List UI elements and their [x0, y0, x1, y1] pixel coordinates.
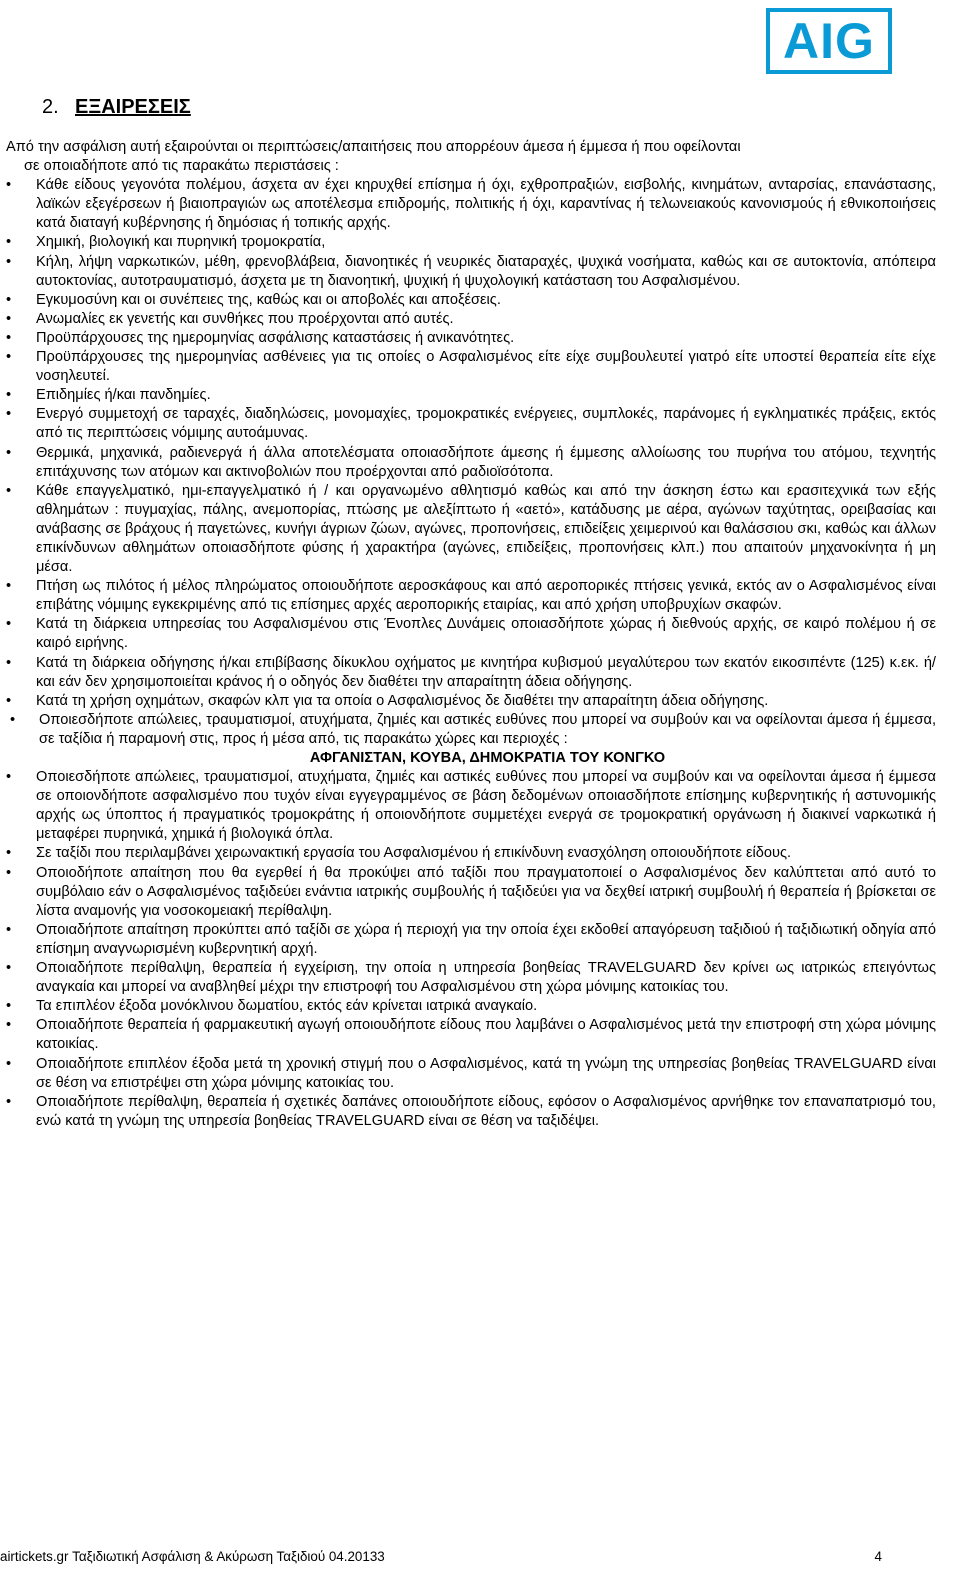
section-heading: [42, 94, 191, 120]
list-item: [6, 233, 936, 252]
bullet-icon: •: [6, 864, 12, 881]
bullet-icon: •: [6, 177, 12, 194]
list-item: [6, 959, 936, 997]
list-item-countries: [6, 711, 936, 768]
bullet-icon: •: [6, 310, 12, 327]
list-item: [6, 405, 936, 443]
bullet-icon: •: [6, 406, 12, 423]
bullet-icon: •: [6, 998, 12, 1015]
list-item: [6, 654, 936, 692]
list-item-text: Οποιαδήποτε περίθαλψη, θεραπεία ή σχετικές δαπάνες οποιουδήποτε είδους, εφόσον ο Ασφαλισμένος αρνήθηκε τον επαναπατρισμό του, ενώ κατά τη γνώμη της υπηρεσία βοηθείας TRAVELGUARD είναι σε θέση να ταξιδέψει.: [36, 1093, 936, 1129]
footer-text: airtickets.gr Ταξιδιωτική Ασφάλιση & Ακύρωση Ταξιδιού 04.20133: [0, 1549, 385, 1564]
bullet-icon: •: [6, 845, 12, 862]
list-item: [6, 844, 936, 863]
bullet-icon: •: [6, 1055, 12, 1072]
bullet-icon: •: [6, 349, 12, 366]
list-item: [6, 1055, 936, 1093]
bullet-icon: •: [6, 1017, 12, 1034]
list-item-text: Ανωμαλίες εκ γενετής και συνθήκες που προέρχονται από αυτές.: [36, 310, 454, 327]
list-item: [6, 329, 936, 348]
list-item-text: Κάθε επαγγελματικό, ημι-επαγγελματικό ή / και οργανωμένο αθλητισμό καθώς και από την άσκηση έστω και ερασιτεχνικά των εξής αθλημάτων : πυγμαχίας, πάλης, ανεμοπορίας, πτώσης με αλεξίπτωτο ή «αετό», κατάδυσης με αέρα, αγώνων ταχύτητας, ορειβασίας και ανάβασης σε βράχους ή παγετώνες, κυνήγι άγριων ζώων, αγώνες, προπονήσεις, επιδείξεις χειμερινού και θαλάσσιου σκι, καθώς και άλλων επικίνδυνων αθλημάτων οποιασδήποτε φύσης ή χαρακτήρα (αγώνες, επιδείξεις, προπονήσεις κλπ.) που απαιτούν μηχανοκίνητα ή μη μέσα.: [36, 482, 936, 576]
list-item-text: Κατά τη διάρκεια υπηρεσίας του Ασφαλισμένου στις Ένοπλες Δυνάμεις οποιασδήποτε χώρας ή διεθνούς αρχής, σε καιρό πολέμου ή σε καιρό ειρήνης.: [36, 616, 936, 652]
bullet-icon: •: [6, 1093, 12, 1110]
bullet-icon: •: [6, 578, 12, 595]
bullet-icon: •: [6, 444, 12, 461]
section-title: ΕΞΑΙΡΕΣΕΙΣ: [75, 96, 191, 118]
list-item: [6, 692, 936, 711]
list-item-text: Πτήση ως πιλότος ή μέλος πληρώματος οποιουδήποτε αεροσκάφους και από αεροπορικές πτήσεις γενικά, εκτός αν ο Ασφαλισμένος είναι επιβάτης νόμιμης εγκεκριμένης από τις επίσημες αρχές αεροπορικής εταιρίας, και από χρήση υποβρυχίων σκαφών.: [36, 578, 936, 614]
list-item: [6, 768, 936, 844]
list-item: [6, 921, 936, 959]
bullet-icon: •: [6, 692, 12, 709]
list-item: [6, 310, 936, 329]
list-item-text: Εγκυμοσύνη και οι συνέπειες της, καθώς και οι αποβολές και αποξέσεις.: [36, 291, 501, 308]
list-item-text: Κήλη, λήψη ναρκωτικών, μέθη, φρενοβλάβεια, διανοητικές ή νευρικές διαταραχές, ψυχικά νοσήματα, καθώς και σε αυτοκτονία, απόπειρα αυτοκτονίας, αυτοτραυματισμό, άσχετα με τη διανοητική, ψυχική ή ψυχολογική κατάσταση του Ασφαλισμένου.: [36, 253, 936, 289]
exclusion-list-continued: [6, 768, 936, 1131]
page-footer: [0, 1548, 882, 1566]
list-item-text: Οποιεσδήποτε απώλειες, τραυματισμοί, ατυχήματα, ζημιές και αστικές ευθύνες που μπορεί να συμβούν και να οφείλονται άμεσα ή έμμεσα, σε ταξίδια ή παραμονή στις, προς ή μέσα από, τις παρακάτω χώρες και περιοχές :: [39, 711, 936, 747]
bullet-icon: •: [6, 616, 12, 633]
exclusion-list-special: [6, 711, 936, 768]
bullet-icon: •: [6, 921, 12, 938]
list-item: [6, 291, 936, 310]
list-item-text: Χημική, βιολογική και πυρηνική τρομοκρατία,: [36, 234, 326, 251]
list-item: [6, 615, 936, 653]
excluded-countries: ΑΦΓΑΝΙΣΤΑΝ, ΚΟΥΒΑ, ΔΗΜΟΚΡΑΤΙΑ ΤΟΥ ΚΟΝΓΚΟ: [309, 750, 666, 766]
document-body: [6, 138, 936, 1131]
page-number: 4: [874, 1549, 882, 1564]
list-item-text: Οποιεσδήποτε απώλειες, τραυματισμοί, ατυχήματα, ζημιές και αστικές ευθύνες που μπορεί να συμβούν και να οφείλονται άμεσα ή έμμεσα σε οποιονδήποτε ασφαλισμένο που τυχόν είναι εγγεγραμμένος σε βάση δεδομένων οποιασδήποτε επίσημης κυβερνητικής ή αστυνομικής αρχής ως ύποπτος ή πραγματικός τρομοκράτης ή οποιονδήποτε συμμετέχει ενεργά σε τρομοκρατική οργάνωση ή διακινεί ναρκωτικά ή μεταφέρει πυρηνικά, χημικά ή βιολογικά όπλα.: [36, 769, 936, 843]
section-number: 2.: [42, 96, 59, 118]
list-item: [6, 577, 936, 615]
list-item-text: Οποιαδήποτε απαίτηση προκύπτει από ταξίδι σε χώρα ή περιοχή για την οποία έχει εκδοθεί απαγόρευση ταξιδιού ή ταξιδιωτική οδηγία από επίσημη αναγνωρισμένη κυβερνητική αρχή.: [36, 921, 936, 957]
list-item-text: Οποιαδήποτε επιπλέον έξοδα μετά τη χρονική στιγμή που ο Ασφαλισμένος, κατά τη γνώμη της υπηρεσίας βοηθείας TRAVELGUARD είναι σε θέση να επιστρέψει στη χώρα μόνιμης κατοικίας του.: [36, 1055, 936, 1091]
intro-paragraph: [6, 138, 936, 176]
list-item: [6, 482, 936, 577]
list-item: [6, 864, 936, 921]
bullet-icon: •: [6, 482, 12, 499]
list-item-text: Οποιαδήποτε περίθαλψη, θεραπεία ή εγχείριση, την οποία η υπηρεσία βοηθείας TRAVELGUARD δεν κρίνει ως ιατρικώς επειγόντως αναγκαία και μπορεί να αναβληθεί μέχρι την επιστροφή του Ασφαλισμένου στη χώρα μόνιμης κατοικίας του.: [36, 960, 936, 996]
list-item: [6, 348, 936, 386]
list-item-text: Θερμικά, μηχανικά, ραδιενεργά ή άλλα αποτελέσματα οποιασδήποτε άμεσης ή έμμεσης αλλοίωσης του πυρήνα του ατόμου, τεχνητής επιτάχυνσης των ατόμων και ακτινοβολιών που προέρχονται από ραδιοϊσότοπα.: [36, 444, 936, 480]
list-item: [6, 253, 936, 291]
bullet-icon: •: [6, 329, 12, 346]
list-item-text: Κατά τη χρήση οχημάτων, σκαφών κλπ για τα οποία ο Ασφαλισμένος δε διαθέτει την απαραίτητη άδεια οδήγησης.: [36, 692, 769, 709]
list-item: [6, 386, 936, 405]
bullet-icon: •: [6, 253, 12, 270]
list-item: [6, 444, 936, 482]
list-item-text: Επιδημίες ή/και πανδημίες.: [36, 387, 211, 404]
bullet-icon: •: [6, 291, 12, 308]
intro-line-2: σε οποιαδήποτε από τις παρακάτω περιστάσεις :: [24, 158, 339, 175]
list-item-text: Κατά τη διάρκεια οδήγησης ή/και επιβίβασης δίκυκλου οχήματος με κινητήρα κυβισμού μεγαλύτερου των εκατόν εικοσιπέντε (125) κ.εκ. ή/και εάν δεν χρησιμοποιείται κράνος ή ο οδηγός δεν διαθέτει την απαραίτητη άδεια οδήγησης.: [36, 654, 936, 690]
list-item-text: Προϋπάρχουσες της ημερομηνίας ασφάλισης καταστάσεις ή ανικανότητες.: [36, 329, 515, 346]
bullet-icon: •: [10, 711, 16, 728]
bullet-icon: •: [6, 387, 12, 404]
list-item-text: Κάθε είδους γεγονότα πολέμου, άσχετα αν έχει κηρυχθεί επίσημα ή όχι, εχθροπραξιών, εισβολής, κινημάτων, ανταρσίας, επανάστασης, λαϊκών εξεγέρσεων ή βιαιοπραγιών ως αποτέλεσμα επιδρομής, πολιτικής ή όχι, καραντίνας ή τελωνειακούς κανονισμούς ή εθνικοποιήσεις κατά διαταγή κυβέρνησης ή δημόσιας ή τοπικής αρχής.: [36, 177, 936, 232]
bullet-icon: •: [6, 769, 12, 786]
bullet-icon: •: [6, 234, 12, 251]
list-item: [6, 176, 936, 233]
list-item: [6, 1016, 936, 1054]
list-item-text: Προϋπάρχουσες της ημερομηνίας ασθένειες για τις οποίες ο Ασφαλισμένος είτε είχε συμβουλευτεί γιατρό είτε υποστεί θεραπεία είτε είχε νοσηλευτεί.: [36, 349, 936, 385]
list-item-text: Σε ταξίδι που περιλαμβάνει χειρωνακτική εργασία του Ασφαλισμένου ή επικίνδυνη ενασχόληση οποιουδήποτε είδους.: [36, 845, 792, 862]
exclusion-list: [6, 176, 936, 711]
bullet-icon: •: [6, 960, 12, 977]
bullet-icon: •: [6, 654, 12, 671]
logo-text: AIG: [783, 13, 875, 69]
list-item-text: Ενεργό συμμετοχή σε ταραχές, διαδηλώσεις, μονομαχίες, τρομοκρατικές ενέργειες, συμπλοκές, παράνομες ή εγκληματικές πράξεις, εκτός από τις περιπτώσεις νόμιμης αυτοάμυνας.: [36, 406, 936, 442]
list-item-text: Τα επιπλέον έξοδα μονόκλινου δωματίου, εκτός εάν κρίνεται ιατρικά αναγκαίο.: [36, 998, 538, 1015]
list-item: [6, 1093, 936, 1131]
list-item: [6, 997, 936, 1016]
intro-line-1: Από την ασφάλιση αυτή εξαιρούνται οι περιπτώσεις/απαιτήσεις που απορρέουν άμεσα ή έμμεσα ή που οφείλονται: [6, 139, 741, 155]
aig-logo: [766, 8, 892, 74]
list-item-text: Οποιοδήποτε απαίτηση που θα εγερθεί ή θα προκύψει από ταξίδι που πραγματοποιεί ο Ασφαλισμένος δεν καλύπτεται από αυτό το συμβόλαιο εάν ο Ασφαλισμένος ταξιδεύει ενάντια ιατρικής συμβουλής ή ταξιδεύει για να δεχθεί ιατρική συμβουλή ή θεραπεία ή βρίσκεται σε λίστα αναμονής για νοσοκομειακή περίθαλψη.: [36, 864, 936, 919]
list-item-text: Οποιαδήποτε θεραπεία ή φαρμακευτική αγωγή οποιουδήποτε είδους που λαμβάνει ο Ασφαλισμένος μετά την επιστροφή στη χώρα μόνιμης κατοικίας.: [36, 1017, 936, 1053]
